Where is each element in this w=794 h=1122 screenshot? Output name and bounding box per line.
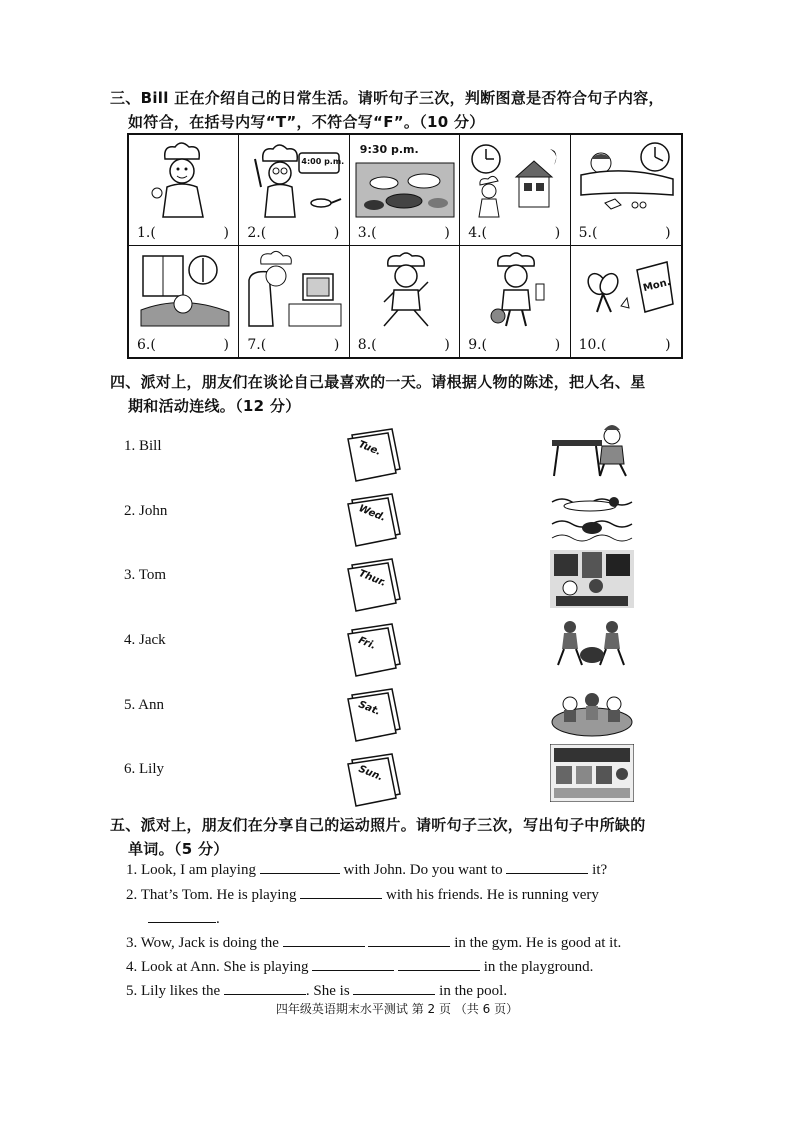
waking-up-window-picture <box>133 250 235 330</box>
section-3-line-1: 三、Bill 正在介绍自己的日常生活。请听句子三次，判断图意是否符合句子内容， <box>110 89 664 107</box>
picture-cell-6 <box>129 246 239 357</box>
page-footer: 四年级英语期末水平测试 第 2 页 （共 6 页） <box>275 1002 519 1016</box>
chef-cooking-picture <box>243 139 345 219</box>
day-note-1[interactable] <box>346 425 406 483</box>
sticky-note-icon <box>346 620 406 678</box>
clock-house-picture <box>464 139 566 219</box>
day-note-4[interactable] <box>346 620 406 678</box>
picture-cell-7 <box>239 246 349 357</box>
picture-cell-2 <box>239 135 349 246</box>
blank-1-1[interactable] <box>260 859 340 874</box>
activity-drawing-picture[interactable] <box>550 420 634 478</box>
boy-standing-picture <box>354 250 456 330</box>
picture-cell-3 <box>350 135 460 246</box>
answer-blank-7[interactable]: 7.( ) <box>247 337 340 353</box>
day-label: Sun. <box>356 763 385 784</box>
activity-swimming-picture[interactable] <box>550 488 634 546</box>
picture-cell-5 <box>571 135 681 246</box>
picture-cell-1 <box>129 135 239 246</box>
activity-classroom-picture[interactable] <box>550 550 634 608</box>
person-name-1[interactable]: 1. Bill <box>124 438 162 454</box>
answer-blank-6[interactable]: 6.( ) <box>137 337 229 353</box>
activity-dancing-picture[interactable] <box>550 615 634 673</box>
section-5-line-1: 五、派对上，朋友们在分享自己的运动照片。请听句子三次，写出句子中所缺的 <box>110 816 646 834</box>
blank-2-1[interactable] <box>300 884 382 899</box>
day-label: Wed. <box>356 503 388 524</box>
picture-cell-8 <box>350 246 460 357</box>
person-name-3[interactable]: 3. Tom <box>124 567 167 583</box>
sign-time-label: 4:00 p.m. <box>301 157 345 166</box>
day-label: Tue. <box>356 439 383 458</box>
blank-2-2[interactable] <box>148 908 216 923</box>
sleeping-in-bed-picture <box>575 139 677 219</box>
answer-blank-9[interactable]: 9.( ) <box>468 337 561 353</box>
section-3-instructions <box>110 86 710 134</box>
day-label: Fri. <box>356 635 378 652</box>
day-note-3[interactable] <box>346 555 406 613</box>
fill-sentence-2-cont: . <box>148 908 220 928</box>
section-3-line-2: 如符合，在括号内写“T”，不符合写“F”。（10 分） <box>128 113 485 131</box>
fill-sentence-3: 3. Wow, Jack is doing the in the gym. He is good at it. <box>126 932 621 952</box>
blank-4-1[interactable] <box>312 956 394 971</box>
day-note-5[interactable] <box>346 685 406 743</box>
blank-5-2[interactable] <box>353 980 435 995</box>
blank-3-1[interactable] <box>283 932 365 947</box>
picture-judgement-grid <box>127 133 683 359</box>
answer-blank-5[interactable]: 5.( ) <box>578 225 671 241</box>
section-4-line-1: 四、派对上，朋友们在谈论自己最喜欢的一天。请根据人物的陈述，把人名、星 <box>110 373 646 391</box>
calendar-day-label: Mon. <box>641 276 672 295</box>
answer-blank-4[interactable]: 4.( ) <box>468 225 561 241</box>
activity-shopping-picture[interactable] <box>550 744 634 802</box>
section-5-line-2: 单词。（5 分） <box>128 840 229 858</box>
day-note-2[interactable] <box>346 490 406 548</box>
person-name-5[interactable]: 5. Ann <box>124 697 165 713</box>
section-4-line-2: 期和活动连线。（12 分） <box>128 397 301 415</box>
section-4-instructions <box>110 370 710 418</box>
boy-basketball-picture <box>464 250 566 330</box>
fill-sentence-2: 2. That’s Tom. He is playing with his friends. He is running very <box>126 884 599 904</box>
answer-blank-2[interactable]: 2.( ) <box>247 225 340 241</box>
person-name-4[interactable]: 4. Jack <box>124 632 166 648</box>
blank-5-1[interactable] <box>224 980 306 995</box>
day-note-6[interactable] <box>346 750 406 808</box>
person-name-2[interactable]: 2. John <box>124 503 168 519</box>
day-label: Thur. <box>356 568 388 589</box>
blank-3-2[interactable] <box>368 932 450 947</box>
activity-picnic-picture[interactable] <box>550 680 634 738</box>
blank-4-2[interactable] <box>398 956 480 971</box>
day-label: Sat. <box>356 699 382 718</box>
person-name-6[interactable]: 6. Lily <box>124 761 164 777</box>
answer-blank-1[interactable]: 1.( ) <box>137 225 229 241</box>
section-5-instructions <box>110 813 710 861</box>
picture-cell-10 <box>571 246 681 357</box>
answer-blank-10[interactable]: 10.( ) <box>578 337 671 353</box>
using-computer-picture <box>243 250 345 330</box>
answer-blank-3[interactable]: 3.( ) <box>357 225 450 241</box>
answer-blank-8[interactable]: 8.( ) <box>357 337 450 353</box>
picture-cell-9 <box>460 246 570 357</box>
fill-sentence-5: 5. Lily likes the . She is in the pool. <box>126 980 507 1000</box>
picture-cell-4 <box>460 135 570 246</box>
fill-sentence-1: 1. Look, I am playing with John. Do you want to it? <box>126 859 607 879</box>
blank-1-2[interactable] <box>506 859 588 874</box>
dinner-time-label: 9:30 p.m. <box>359 143 419 156</box>
fill-sentence-4: 4. Look at Ann. She is playing in the playground. <box>126 956 593 976</box>
chef-thinking-picture <box>133 139 235 219</box>
